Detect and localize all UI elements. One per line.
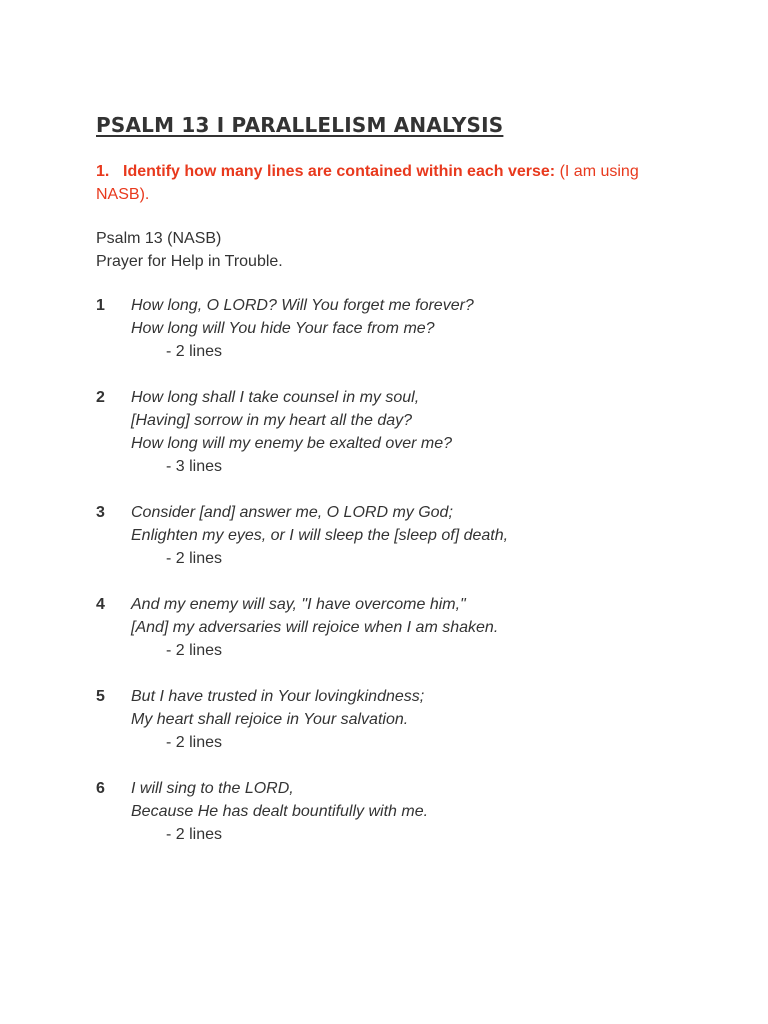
verse-line: How long shall I take counsel in my soul, — [131, 389, 420, 406]
verse-6 — [96, 777, 696, 846]
verse-number: 4 — [96, 596, 105, 613]
verse-body — [131, 294, 696, 363]
psalm-intro — [96, 227, 696, 273]
verse-2 — [96, 386, 696, 478]
verse-number: 2 — [96, 389, 105, 406]
verse-number: 1 — [96, 297, 105, 314]
verse-line: How long, O LORD? Will You forget me forever? — [131, 297, 474, 314]
verse-line: How long will my enemy be exalted over me? — [131, 435, 453, 452]
psalm-source: Psalm 13 (NASB) — [96, 230, 222, 247]
verse-line: [Having] sorrow in my heart all the day? — [131, 412, 413, 429]
line-count: - 2 lines — [166, 642, 223, 659]
verse-body — [131, 777, 696, 846]
verse-number: 5 — [96, 688, 105, 705]
line-count: - 2 lines — [166, 550, 223, 567]
verse-line: [And] my adversaries will rejoice when I am shaken. — [131, 619, 499, 636]
verse-number: 3 — [96, 504, 105, 521]
question-note: (I am using NASB). — [96, 163, 639, 203]
question-text: Identify how many lines are contained within each verse: — [123, 163, 556, 180]
verse-4 — [96, 593, 696, 662]
verse-body — [131, 685, 696, 754]
verse-body — [131, 593, 696, 662]
verse-line: Consider [and] answer me, O LORD my God; — [131, 504, 453, 521]
line-count: - 2 lines — [166, 734, 223, 751]
verse-line: But I have trusted in Your lovingkindness; — [131, 688, 425, 705]
question-1 — [96, 160, 696, 206]
verse-line: I will sing to the LORD, — [131, 780, 294, 797]
verse-line: And my enemy will say, "I have overcome him," — [131, 596, 466, 613]
verse-number: 6 — [96, 780, 105, 797]
question-number: 1. — [96, 163, 110, 180]
line-count: - 2 lines — [166, 343, 223, 360]
psalm-subtitle: Prayer for Help in Trouble. — [96, 253, 283, 270]
verse-line: How long will You hide Your face from me? — [131, 320, 435, 337]
verse-body — [131, 386, 696, 478]
line-count: - 2 lines — [166, 826, 223, 843]
line-count: - 3 lines — [166, 458, 223, 475]
document-page — [96, 112, 696, 869]
page-title: PSALM 13 I PARALLELISM ANALYSIS — [96, 113, 504, 137]
verse-line: My heart shall rejoice in Your salvation. — [131, 711, 409, 728]
verse-body — [131, 501, 696, 570]
verse-3 — [96, 501, 696, 570]
verse-5 — [96, 685, 696, 754]
verse-line: Enlighten my eyes, or I will sleep the [sleep of] death, — [131, 527, 509, 544]
verse-line: Because He has dealt bountifully with me. — [131, 803, 429, 820]
verse-list — [96, 294, 696, 846]
verse-1 — [96, 294, 696, 363]
